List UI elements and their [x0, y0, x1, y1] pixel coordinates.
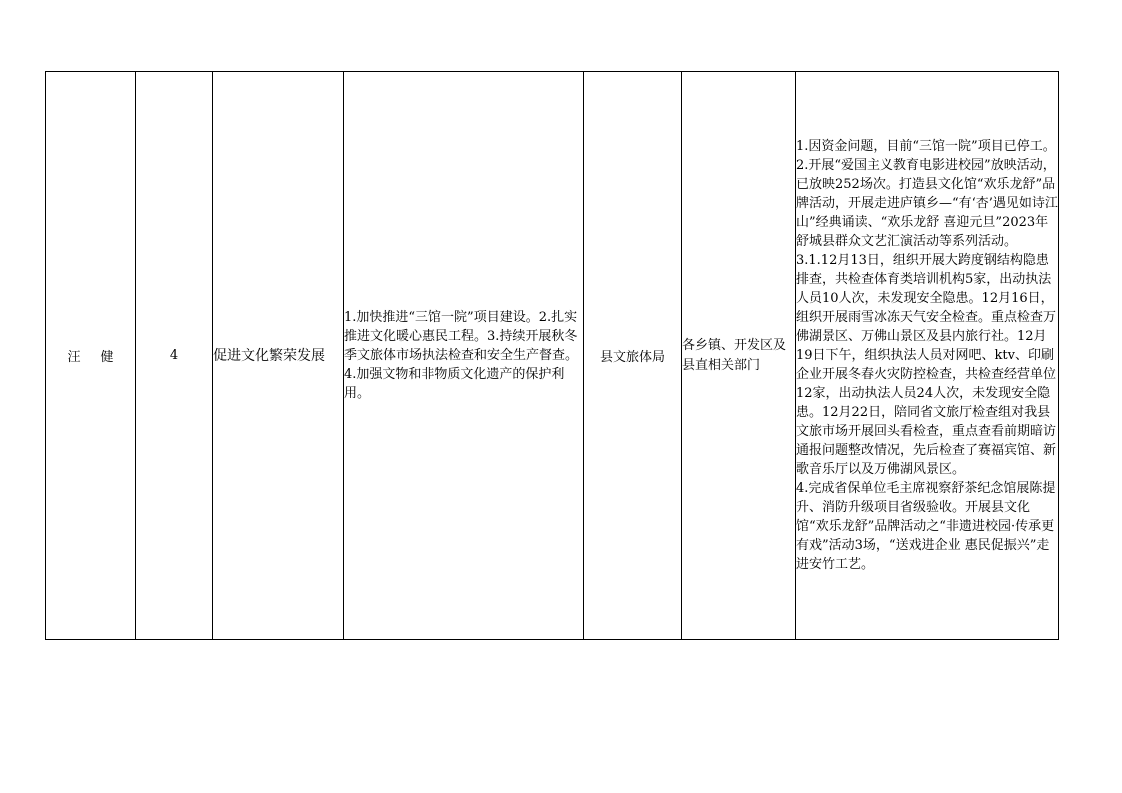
lead-unit-cell	[584, 72, 682, 640]
task-text: 促进文化繁荣发展	[213, 347, 325, 364]
table-row	[46, 72, 1059, 640]
progress-cell	[796, 72, 1059, 640]
measures-cell	[344, 72, 584, 640]
progress-item: 2.开展“爱国主义教育电影进校园”放映活动，已放映252场次。打造县文化馆“欢乐龙舒”品牌活动，开展走进庐镇乡—“有‘杏’遇见如诗江山”经典诵读、“欢乐龙舒 喜迎元旦”2023年舒城县群众文艺汇演活动等系列活动。	[796, 158, 1058, 249]
progress-item: 4.完成省保单位毛主席视察舒茶纪念馆展陈提升、消防升级项目省级验收。开展县文化馆“欢乐龙舒”品牌活动之“非遗进校园·传承更有戏”活动3场，“送戏进企业 惠民促振兴”走进安竹工艺。	[796, 481, 1056, 572]
progress-item: 1.因资金问题，目前“三馆一院”项目已停工。	[796, 139, 1056, 154]
task-cell	[213, 72, 344, 640]
item-number-cell	[136, 72, 213, 640]
task-table	[45, 71, 1059, 640]
responsible-leader-cell	[46, 72, 136, 640]
measures-text: 1.加快推进“三馆一院”项目建设。2.扎实推进文化暖心惠民工程。3.持续开展秋冬季文旅体市场执法检查和安全生产督查。4.加强文物和非物质文化遗产的保护利用。	[344, 310, 579, 401]
responsible-units-text: 各乡镇、开发区及县直相关部门	[682, 337, 787, 373]
responsible-leader-name: 汪健	[67, 350, 134, 365]
progress-item: 3.1.12月13日，组织开展大跨度钢结构隐患排查，共检查体育类培训机构5家，出动执法人员10人次，未发现安全隐患。12月16日，组织开展雨雪冰冻天气安全检查。重点检查万佛湖景区、万佛山景区及县内旅行社。12月19日下午，组织执法人员对网吧、ktv、印刷企业开展冬春火灾防控检查，共检查经营单位12家，出动执法人员24人次，未发现安全隐患。12月22日，陪同省文旅厅检查组对我县文旅市场开展回头看检查，重点查看前期暗访通报问题整改情况，先后检查了赛福宾馆、新歌音乐厅以及万佛湖风景区。	[796, 253, 1057, 477]
responsible-units-cell	[682, 72, 796, 640]
lead-unit-text: 县文旅体局	[599, 350, 665, 365]
item-number: 4	[169, 348, 179, 363]
